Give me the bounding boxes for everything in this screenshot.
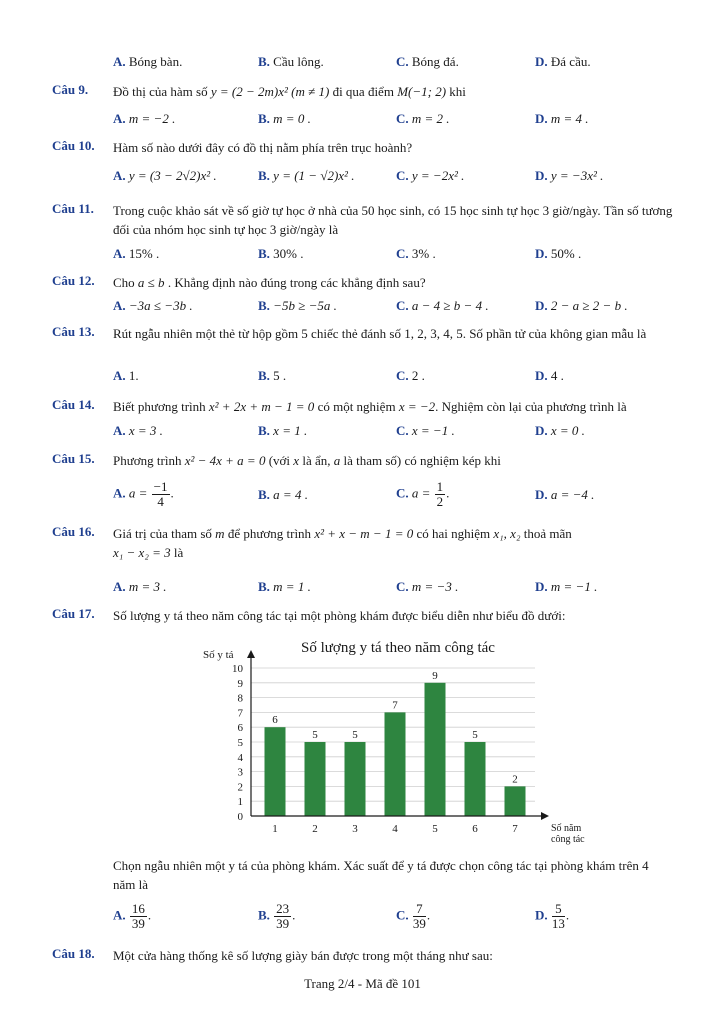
chart-x-tick-label: 6 (472, 823, 478, 835)
chart-y-tick-label: 9 (237, 677, 243, 690)
q12-option-b: B. −5b ≥ −5a . (258, 298, 337, 313)
q14-text: Biết phương trình x² + 2x + m − 1 = 0 có một nghiệm x = −2. Nghiệm còn lại của phương trình là (113, 399, 627, 414)
q12-option-d: D. 2 − a ≥ 2 − b . (535, 298, 628, 313)
chart-y-tick-label: 2 (237, 781, 243, 794)
q16-option-b: B. m = 1 . (258, 579, 311, 594)
chart-y-tick-label: 5 (237, 737, 243, 749)
chart-bar (425, 683, 446, 816)
chart-x-ticks (272, 823, 518, 835)
q11-text: Trong cuộc khảo sát về số giờ tự học ở nhà của 50 học sinh, có 15 học sinh tự học 3 giờ/ngày. Tần số tương đối của nhóm học sinh tự học 3 giờ/ngày là (113, 203, 673, 237)
chart-x-tick-label: 1 (272, 823, 278, 835)
chart-y-label: Số y tá (203, 649, 234, 661)
q8-option-c: C. Bóng đá. (396, 54, 459, 69)
q16-label: Câu 16. (52, 524, 95, 539)
q14-option-c: C. x = −1 . (396, 423, 455, 438)
q11-option-d: D. 50% . (535, 246, 582, 261)
chart-title: Số lượng y tá theo năm công tác (301, 640, 495, 656)
chart-x-tick-label: 5 (432, 823, 438, 835)
chart-y-tick-label: 7 (237, 707, 243, 720)
q15-option-d: D. a = −4 . (535, 487, 595, 502)
chart-bar (305, 742, 326, 816)
q16-text: Giá trị của tham số m để phương trình x² + x − m − 1 = 0 có hai nghiệm x₁, x₂ thoả mãn x₁ − x₂ = 3 là (113, 526, 572, 560)
q9-label: Câu 9. (52, 82, 89, 97)
chart-y-tick-label: 0 (237, 811, 243, 823)
q14-option-a: A. x = 3 . (113, 423, 163, 438)
q16-option-c: C. m = −3 . (396, 579, 459, 594)
q8-option-a: A. Bóng bàn. (113, 54, 183, 69)
q15-label: Câu 15. (52, 451, 95, 466)
chart-y-ticks (232, 663, 244, 823)
chart-data-label: 6 (272, 714, 278, 727)
chart-data-label: 2 (512, 773, 518, 786)
chart-data-label: 5 (472, 729, 478, 741)
q14-option-b: B. x = 1 . (258, 423, 308, 438)
chart-data-label: 5 (352, 729, 358, 741)
q12-text: Cho a ≤ b . Khẳng định nào đúng trong các khẳng định sau? (113, 275, 426, 290)
chart-y-tick-label: 8 (237, 692, 243, 705)
q17-option-b: B. $\frac{23}{39}$ . (258, 901, 296, 931)
q9-option-a: A. m = −2 . (113, 111, 176, 126)
q11-option-a: A. 15% . (113, 246, 160, 261)
chart-y-tick-label: 10 (232, 663, 243, 675)
q13-option-c: C. 2 . (396, 368, 425, 383)
q14-label: Câu 14. (52, 397, 95, 412)
q12-label: Câu 12. (52, 273, 95, 288)
q13-text: Rút ngẫu nhiên một thẻ từ hộp gồm 5 chiếc thẻ đánh số 1, 2, 3, 4, 5. Số phần tử của không gian mẫu là (113, 326, 647, 341)
q9-option-c: C. m = 2 . (396, 111, 450, 126)
chart-x-tick-label: 2 (312, 823, 318, 835)
chart-y-axis-arrow (247, 650, 255, 658)
q18-text: Một cửa hàng thống kê số lượng giày bán được trong một tháng như sau: (113, 948, 493, 963)
q15-option-c: C. a = $\frac{1}{2}$ . (396, 479, 450, 509)
chart-bars (265, 670, 526, 816)
q12-option-a: A. −3a ≤ −3b . (113, 298, 193, 313)
q14-option-d: D. x = 0 . (535, 423, 585, 438)
q9-text: Đồ thị của hàm số y = (2 − 2m)x² (m ≠ 1) đi qua điểm M(−1; 2) khi (113, 84, 466, 99)
chart-bar (505, 786, 526, 816)
chart-x-tick-label: 4 (392, 823, 398, 835)
page-footer: Trang 2/4 - Mã đề 101 (304, 976, 421, 991)
chart-data-label: 9 (432, 669, 438, 682)
chart-y-tick-label: 4 (237, 751, 243, 764)
q17-option-c: C. $\frac{7}{39}$ . (396, 901, 431, 931)
chart-y-tick-label: 1 (237, 796, 243, 809)
chart-bar (265, 727, 286, 816)
q12-option-c: C. a − 4 ≥ b − 4 . (396, 298, 489, 313)
chart-x-tick-label: 3 (352, 823, 358, 835)
chart-data-label: 5 (312, 729, 318, 741)
q17-label: Câu 17. (52, 606, 95, 621)
q10-text: Hàm số nào dưới đây có đồ thị nằm phía trên trục hoành? (113, 140, 413, 155)
chart-x-label: Số năm công tác (551, 823, 585, 845)
q11-option-b: B. 30% . (258, 246, 304, 261)
q15-option-a: A. a = $\frac{-1}{4}$ . (113, 479, 174, 509)
q11-option-c: C. 3% . (396, 246, 436, 261)
q15-text: Phương trình x² − 4x + a = 0 (với x là ẩn, a là tham số) có nghiệm kép khi (113, 453, 501, 468)
chart-data-label: 7 (392, 699, 398, 712)
q15-option-b: B. a = 4 . (258, 487, 308, 502)
q10-option-b: B. y = (1 − √2)x² . (258, 168, 355, 183)
chart-y-tick-label: 3 (237, 766, 243, 779)
chart-x-axis-arrow (541, 812, 549, 820)
chart-bar (385, 712, 406, 816)
q17-option-a: A. $\frac{16}{39}$ . (113, 901, 152, 931)
q10-option-d: D. y = −3x² . (535, 168, 604, 183)
q8-option-d: D. Đá cầu. (535, 54, 591, 69)
q17-text: Số lượng y tá theo năm công tác tại một phòng khám được biểu diễn như biểu đồ dưới: (113, 608, 566, 623)
q10-option-c: C. y = −2x² . (396, 168, 465, 183)
q13-option-a: A. 1. (113, 368, 139, 383)
chart-y-tick-label: 6 (237, 722, 243, 735)
chart-bar (345, 742, 366, 816)
q18-label: Câu 18. (52, 946, 95, 961)
q9-option-d: D. m = 4 . (535, 111, 589, 126)
chart-bar (465, 742, 486, 816)
q13-label: Câu 13. (52, 324, 95, 339)
q11-label: Câu 11. (52, 201, 94, 216)
q9-option-b: B. m = 0 . (258, 111, 311, 126)
q8-option-b: B. Cầu lông. (258, 54, 324, 69)
q13-option-b: B. 5 . (258, 368, 287, 383)
q13-option-d: D. 4 . (535, 368, 564, 383)
q16-option-a: A. m = 3 . (113, 579, 167, 594)
q17-option-d: D. $\frac{5}{13}$ . (535, 901, 570, 931)
nurse-bar-chart (203, 636, 603, 846)
q10-option-a: A. y = (3 − 2√2)x² . (113, 168, 217, 183)
q10-label: Câu 10. (52, 138, 95, 153)
q17-after-text: Chọn ngẫu nhiên một y tá của phòng khám. Xác suất để y tá được chọn công tác tại phòng khám trên 4 năm là (113, 858, 649, 892)
chart-x-tick-label: 7 (512, 823, 518, 835)
q16-option-d: D. m = −1 . (535, 579, 598, 594)
